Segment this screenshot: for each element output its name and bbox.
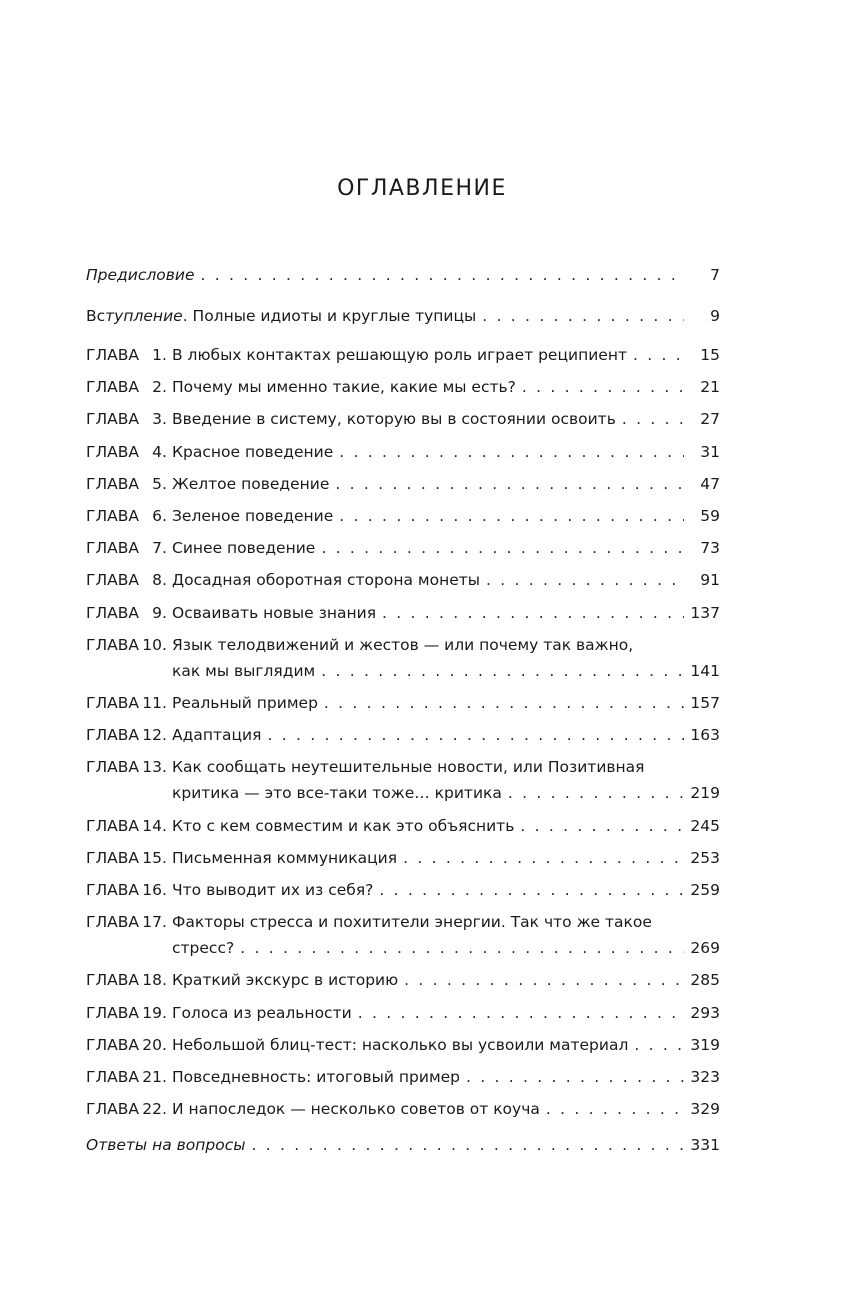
chapter-word: ГЛАВА [86,913,139,932]
entry-title: Ответы на вопросы [86,1136,246,1154]
toc-entry-foreword[interactable] [86,262,720,289]
entry-title: Реальный пример [172,694,318,712]
toc-entry-chapter-5[interactable] [86,471,720,498]
chapter-label [86,535,172,562]
page-number: 219 [690,784,720,803]
dot-leader [404,967,684,994]
chapter-number: 10. [142,635,167,654]
chapter-word: ГЛАВА [86,848,139,867]
toc-entry-chapter-10[interactable] [86,632,720,685]
page-number: 285 [690,971,720,990]
chapter-number: 2. [152,378,167,397]
chapter-label [86,632,172,659]
toc-entry-chapter-17[interactable] [86,909,720,962]
entry-title: Краткий экскурс в историю [172,971,399,990]
chapter-number: 8. [152,571,167,590]
chapter-number: 9. [152,603,167,622]
chapter-number: 17. [142,913,167,932]
entry-title: Повседневность: итоговый пример [172,1068,461,1086]
toc-entry-chapter-13[interactable] [86,754,720,807]
toc-entry-chapter-18[interactable] [86,967,720,994]
page-number: 7 [710,266,720,284]
entry-title: стресс? [172,939,235,958]
entry-title: Факторы стресса и похитители энергии. Так что же такое [172,913,652,932]
chapter-word: ГЛАВА [86,1068,139,1086]
entry-title-rest: . Полные идиоты и круглые тупицы [182,307,477,325]
entry-title: Как сообщать неутешительные новости, или Позитивная [172,758,645,777]
page-number: 47 [700,474,720,493]
chapter-number: 11. [142,694,167,712]
dot-leader [252,1132,685,1159]
dot-leader [200,262,684,289]
chapter-label [86,722,172,749]
chapter-label [86,1096,172,1123]
entry-title: Письменная коммуникация [172,848,398,867]
entry-title: Кто с кем совместим и как это объяснить [172,816,515,835]
page-number: 141 [690,661,720,680]
entry-title: И напоследок — несколько советов от коуча [172,1100,540,1119]
dot-leader [546,1096,684,1123]
toc-entry-chapter-8[interactable] [86,567,720,594]
toc-entry-chapter-21[interactable] [86,1064,720,1091]
entry-title: В любых контактах решающую роль играет реципиент [172,346,628,364]
chapter-label [86,690,172,717]
page-number: 245 [690,816,720,835]
toc-entry-chapter-6[interactable] [86,503,720,530]
chapter-number: 19. [142,1003,167,1022]
dot-leader [324,690,684,717]
chapter-word: ГЛАВА [86,539,139,558]
chapter-word: ГЛАВА [86,571,139,590]
page-title: ОГЛАВЛЕНИЕ [337,176,507,201]
page-number: 59 [700,507,720,525]
page-number: 259 [690,881,720,899]
chapter-number: 16. [142,881,167,899]
toc-entry-chapter-16[interactable] [86,877,720,904]
chapter-word: ГЛАВА [86,881,139,899]
page-number: 319 [690,1035,720,1054]
chapter-number: 6. [152,507,167,525]
chapter-number: 13. [142,758,167,777]
chapter-word: ГЛАВА [86,726,139,745]
toc-entry-chapter-4[interactable] [86,439,720,466]
chapter-word: ГЛАВА [86,1035,139,1054]
chapter-label [86,567,172,594]
dot-leader [267,722,684,749]
page-number: 269 [690,939,720,958]
chapter-number: 5. [152,474,167,493]
toc-entry-chapter-9[interactable] [86,600,720,627]
entry-title: Голоса из реальности [172,1003,352,1022]
dot-leader [622,406,684,433]
entry-title [86,303,476,330]
chapter-word: ГЛАВА [86,410,139,429]
dot-leader [482,303,684,330]
chapter-word: ГЛАВА [86,971,139,990]
chapter-label [86,845,172,872]
chapter-number: 15. [142,848,167,867]
chapter-label [86,877,172,904]
page-number: 91 [700,571,720,590]
chapter-label [86,909,172,936]
page-number: 163 [690,726,720,745]
chapter-label [86,813,172,840]
chapter-label [86,503,172,530]
page-number: 15 [700,346,720,364]
entry-title: как мы выглядим [172,661,316,680]
page-number: 253 [690,848,720,867]
dot-leader [379,877,684,904]
toc-entry-chapter-22[interactable] [86,1096,720,1123]
entry-title-italic: тупление [105,307,183,325]
chapter-number: 12. [142,726,167,745]
entry-title: Введение в систему, которую вы в состоянии освоить [172,410,616,429]
toc-entry-introduction[interactable] [86,303,720,330]
toc-entry-chapter-7[interactable] [86,535,720,562]
chapter-word: ГЛАВА [86,507,139,525]
entry-title: Осваивать новые знания [172,603,377,622]
toc-entry-chapter-2[interactable] [86,374,720,401]
chapter-number: 18. [142,971,167,990]
page-number: 9 [710,307,720,325]
chapter-label [86,1000,172,1027]
chapter-label [86,342,172,369]
chapter-number: 7. [152,539,167,558]
chapter-word: ГЛАВА [86,635,139,654]
dot-leader [339,439,684,466]
toc-entry-chapter-14[interactable] [86,813,720,840]
dot-leader [522,374,684,401]
page-number: 31 [700,442,720,461]
chapter-number: 21. [142,1068,167,1086]
dot-leader [520,813,684,840]
entry-title: критика — это все-таки тоже… критика [172,784,502,803]
chapter-number: 22. [142,1100,167,1119]
chapter-word: ГЛАВА [86,474,139,493]
page-number: 137 [690,603,720,622]
chapter-label [86,1064,172,1091]
dot-leader [486,567,684,594]
dot-leader [403,845,684,872]
chapter-label [86,439,172,466]
dot-leader [634,1032,684,1059]
dot-leader [321,658,684,685]
chapter-word: ГЛАВА [86,378,139,397]
dot-leader [382,600,684,627]
chapter-label [86,754,172,781]
chapter-number: 14. [142,816,167,835]
entry-title: Синее поведение [172,539,316,558]
entry-title: Желтое поведение [172,474,330,493]
chapter-word: ГЛАВА [86,816,139,835]
page-number: 157 [690,694,720,712]
chapter-number: 4. [152,442,167,461]
chapter-label [86,374,172,401]
dot-leader [633,342,684,369]
chapter-label [86,471,172,498]
page-number: 27 [700,410,720,429]
dot-leader [321,535,684,562]
chapter-word: ГЛАВА [86,442,139,461]
dot-leader [358,1000,684,1027]
entry-title: Что выводит их из себя? [172,881,374,899]
chapter-number: 20. [142,1035,167,1054]
entry-title: Адаптация [172,726,262,745]
chapter-word: ГЛАВА [86,1003,139,1022]
entry-title: Предисловие [86,266,195,284]
entry-title: Досадная оборотная сторона монеты [172,571,481,590]
dot-leader [335,471,684,498]
entry-title: Красное поведение [172,442,334,461]
chapter-word: ГЛАВА [86,758,139,777]
chapter-word: ГЛАВА [86,603,139,622]
dot-leader [508,780,684,807]
page-number: 73 [700,539,720,558]
toc-entry-chapter-15[interactable] [86,845,720,872]
toc-entry-chapter-12[interactable] [86,722,720,749]
toc-entry-chapter-20[interactable] [86,1032,720,1059]
entry-title: Почему мы именно такие, какие мы есть? [172,378,516,397]
chapter-word: ГЛАВА [86,346,139,364]
page-number: 21 [700,378,720,397]
chapter-label [86,967,172,994]
toc-entry-chapter-3[interactable] [86,406,720,433]
toc-entry-answers[interactable] [86,1132,720,1159]
toc-entry-chapter-11[interactable] [86,690,720,717]
entry-title: Язык телодвижений и жестов — или почему так важно, [172,635,634,654]
page-number: 329 [690,1100,720,1119]
page-number: 331 [690,1136,720,1154]
toc-entry-chapter-19[interactable] [86,1000,720,1027]
entry-title-prefix: Вс [86,307,106,325]
chapter-number: 1. [152,346,167,364]
dot-leader [240,935,684,962]
entry-title: Зеленое поведение [172,507,334,525]
chapter-label [86,1032,172,1059]
page-number: 293 [690,1003,720,1022]
chapter-word: ГЛАВА [86,1100,139,1119]
chapter-word: ГЛАВА [86,694,139,712]
chapter-number: 3. [152,410,167,429]
dot-leader [339,503,684,530]
dot-leader [466,1064,684,1091]
entry-title: Небольшой блиц-тест: насколько вы усвоили материал [172,1035,629,1054]
page-number: 323 [690,1068,720,1086]
toc-entry-chapter-1[interactable] [86,342,720,369]
chapter-label [86,406,172,433]
chapter-label [86,600,172,627]
